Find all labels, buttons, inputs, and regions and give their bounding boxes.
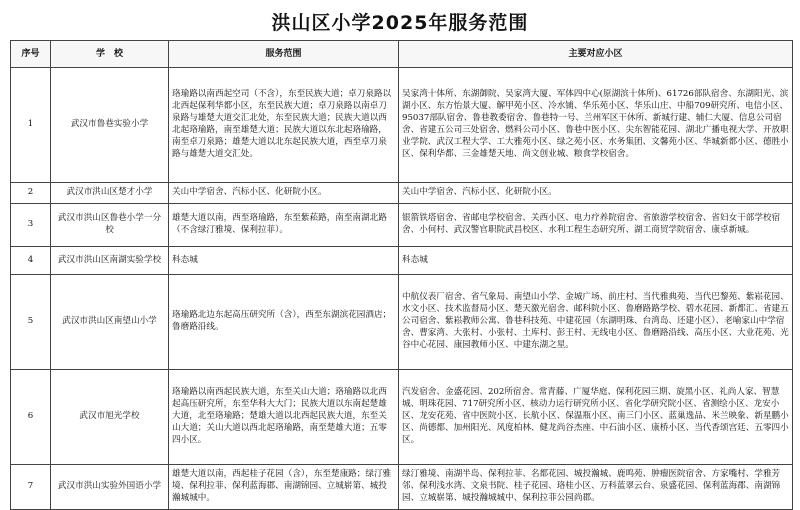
table-row bbox=[11, 465, 793, 510]
row-range: 科态城 bbox=[169, 247, 399, 275]
table-row bbox=[11, 183, 793, 204]
header-num: 序号 bbox=[11, 41, 51, 68]
row-school: 武汉市鲁巷实验小学 bbox=[51, 68, 169, 183]
row-communities: 银箭铁塔宿舍、省邮电学校宿舍、关西小区、电力疗养院宿舍、省旅游学校宿舍、省妇女干部学校宿舍、小何村、武汉警官职院武昌校区、水利工程生态研究所、湖工商贸学院宿舍、康卓新城。 bbox=[399, 204, 793, 247]
table-header-row bbox=[11, 41, 793, 68]
row-communities: 绿汀雅境、南湖半岛、保利拉菲、名都花园、城投瀚城、鹿鸣苑、肿瘤医院宿舍、方家嘴村、学雅芳邻、保利浅水湾、文泉书院、桂子花园、珞桂小区、万科蓝翠云台、泉盛花园、保利蓝海郡、南湖锦园、立城崭第、城投瀚城城中、保利拉菲公园尚郡。 bbox=[399, 465, 793, 510]
row-school: 武汉市洪山区南湖实验学校 bbox=[51, 247, 169, 275]
row-range: 珞瑜路以南西起民族大道，东至关山大道；珞瑜路以北西起高压研究所，东至华科大大门；民族大道以东南起楚雄大道，北至珞瑜路；楚雄大道以北西起民族大道，东至关山大道；关山大道以西北起珞瑜路，南至楚雄大道；五零四小区。 bbox=[169, 370, 399, 465]
row-num: 1 bbox=[11, 68, 51, 183]
row-range: 雄楚大道以南，西至珞瑜路，东至紫菘路，南至南湖北路（不含绿汀雅境、保利拉菲）。 bbox=[169, 204, 399, 247]
header-school: 学 校 bbox=[51, 41, 169, 68]
row-communities: 科态城 bbox=[399, 247, 793, 275]
table-row bbox=[11, 275, 793, 370]
row-communities: 吴家湾十体所、东湖御院、吴家湾大厦、军体四中心(原湖滨十体所)、61726部队宿舍、东湖阳光、滨湖小区、东方怡景大厦、解甲苑小区、冷水铺、华乐苑小区、华乐山庄、中船709研究所、电信小区、95037部队宿舍、鲁巷教委宿舍、鲁巷特一号、兰州军区干休所、新城行建、辅仁大厦、信息公司宿舍、省建五公司三处宿舍、燃料公司小区、鲁巷中医小区、尖东智能花园、湖北广播电视大学、开放职业学院、武汉工程大学、工大雅苑小区、绿之苑小区、水务集团、文馨苑小区、华城新都小区、德胜小区、保利华都、三金雄楚天地、尚文创业城、粮食学校宿舍。 bbox=[399, 68, 793, 183]
row-communities: 中航仪表厂宿舍、省气象局、南望山小学、金城广场、前庄村、当代雅典苑、当代巴黎苑、紫崧花园、水文小区、技术监督局小区、楚天激光宿舍、邮科院小区、鲁磨路路学校、碧水花园、新都汇、省建五公司宿舍、紫崧教师公寓、鲁巷科技苑、中建花园（东湖明珠、台湾岛、还建小区）、老喻家山中学宿舍、曹家湾、大张村、小张村、土库村、彭王村、无线电小区、鲁磨路沿线、高压小区、大业花苑、光谷中心花园、康园教师小区、中建东湖之星。 bbox=[399, 275, 793, 370]
row-range: 珞瑜路以南西起空司（不含），东至民族大道；卓刀泉路以北西起保利华都小区，东至民族大道；卓刀泉路以南卓刀泉路与雄楚大道交汇北处，东至民族大道；民族大道以西北起珞瑜路，南至雄楚大道；民族大道以东北起珞瑜路，南至卓刀泉路；雄楚大道以北东起民族大道，西至卓刀泉路与雄楚大道交汇处。 bbox=[169, 68, 399, 183]
row-num: 3 bbox=[11, 204, 51, 247]
table-row bbox=[11, 68, 793, 183]
row-school: 武汉市洪山区南望山小学 bbox=[51, 275, 169, 370]
row-range: 珞瑜路北边东起高压研究所（含），西至东湖滨花园酒店；鲁磨路沿线。 bbox=[169, 275, 399, 370]
row-num: 6 bbox=[11, 370, 51, 465]
page-title: 洪山区小学2025年服务范围 bbox=[271, 12, 529, 34]
row-num: 2 bbox=[11, 183, 51, 204]
table-row bbox=[11, 370, 793, 465]
row-num: 5 bbox=[11, 275, 51, 370]
row-range: 关山中学宿舍、汽标小区、化研院小区。 bbox=[169, 183, 399, 204]
header-range: 服务范围 bbox=[169, 41, 399, 68]
row-communities: 关山中学宿舍、汽标小区、化研院小区。 bbox=[399, 183, 793, 204]
service-range-table bbox=[10, 40, 793, 510]
header-communities: 主要对应小区 bbox=[399, 41, 793, 68]
row-school: 武汉市洪山实验外国语小学 bbox=[51, 465, 169, 510]
row-school: 武汉市洪山区楚才小学 bbox=[51, 183, 169, 204]
row-communities: 汽发宿舍、金盛花园、202所宿舍、常青藤、广厦华庭、保利花园三期、旋黑小区、礼尚人家、智慧城、明珠花园、717研究所小区、核动力运行研究所小区、省化学研究院小区、省测绘小区、龙安小区、龙安花苑、省中医院小区、长航小区、保温瓶小区、南三门小区、蓝巢逸品、米兰映象、新星鹏小区、尚德都、加州阳光、风度柏林、健龙尚谷杰座、中石油小区、康桥小区、当代香颂宫廷、五零四小区。 bbox=[399, 370, 793, 465]
row-range: 雄楚大道以南，西起桂子花园（含），东至楚康路；绿汀雅境、保利拉菲、保利蓝海郡、南湖锦园、立城崭第、城投瀚城城中。 bbox=[169, 465, 399, 510]
table-row bbox=[11, 247, 793, 275]
table-row bbox=[11, 204, 793, 247]
row-school: 武汉市洪山区鲁巷小学一分校 bbox=[51, 204, 169, 247]
row-num: 7 bbox=[11, 465, 51, 510]
row-school: 武汉市旭光学校 bbox=[51, 370, 169, 465]
row-num: 4 bbox=[11, 247, 51, 275]
